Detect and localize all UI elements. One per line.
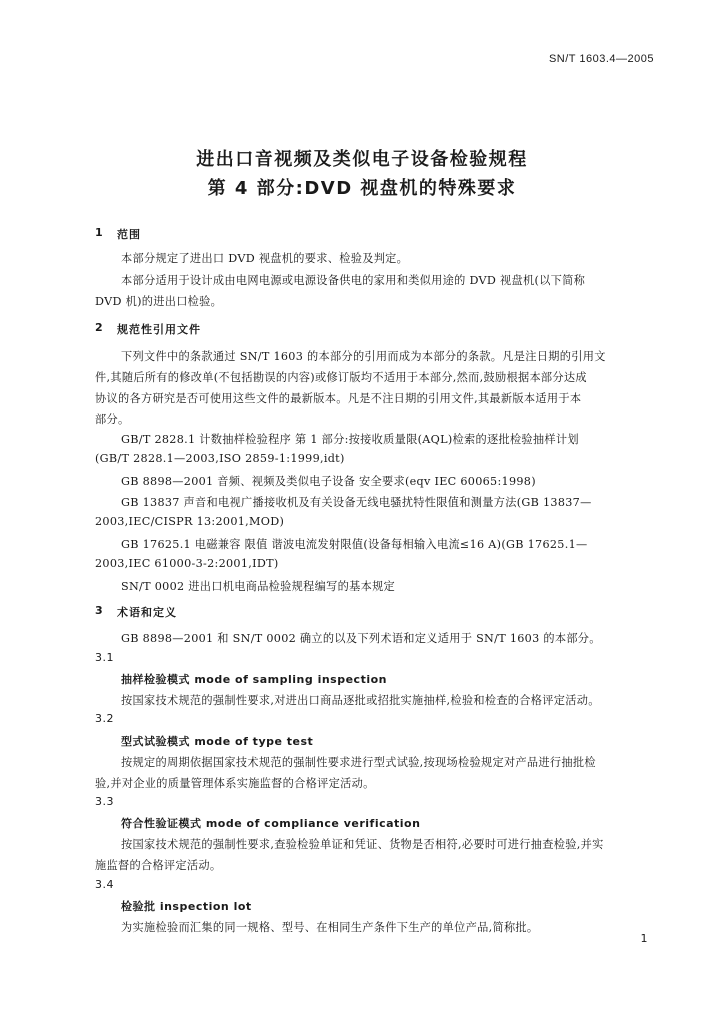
term-title: 抽样检验模式 mode of sampling inspection <box>121 673 387 686</box>
section-2-heading: 规范性引用文件 <box>117 323 201 336</box>
section-2-number: 2 <box>95 321 104 334</box>
reference-item: GB 17625.1 电磁兼容 限值 谐波电流发射限值(设备每相输入电流≤16 A)(GB 17625.1— <box>121 538 588 551</box>
reference-item: SN/T 0002 进出口机电商品检验规程编写的基本规定 <box>121 580 396 593</box>
term-definition: 为实施检验而汇集的同一规格、型号、在相同生产条件下生产的单位产品,简称批。 <box>121 921 539 934</box>
reference-item: GB/T 2828.1 计数抽样检验程序 第 1 部分:按接收质量限(AQL)检索的逐批检验抽样计划 <box>121 433 579 446</box>
page-number: 1 <box>640 932 648 945</box>
reference-item: 2003,IEC/CISPR 13:2001,MOD) <box>95 515 285 528</box>
section-3-number: 3 <box>95 604 104 617</box>
term-definition: 验,并对企业的质量管理体系实施监督的合格评定活动。 <box>95 777 375 790</box>
paragraph: 部分。 <box>95 413 130 426</box>
document-number: SN/T 1603.4—2005 <box>548 53 654 65</box>
reference-item: GB 13837 声音和电视广播接收机及有关设备无线电骚扰特性限值和测量方法(GB 13837— <box>121 496 592 509</box>
term-definition: 按国家技术规范的强制性要求,查验检验单证和凭证、货物是否相符,必要时可进行抽查检验,并实 <box>121 838 604 851</box>
term-title: 检验批 inspection lot <box>121 900 252 913</box>
term-number: 3.1 <box>95 651 114 664</box>
reference-item: (GB/T 2828.1—2003,ISO 2859-1:1999,idt) <box>95 452 345 465</box>
paragraph: 本部分适用于设计成由电网电源或电源设备供电的家用和类似用途的 DVD 视盘机(以下简称 <box>121 274 586 287</box>
term-number: 3.2 <box>95 712 114 725</box>
reference-item: 2003,IEC 61000-3-2:2001,IDT) <box>95 557 279 570</box>
term-definition: 按国家技术规范的强制性要求,对进出口商品逐批或招批实施抽样,检验和检查的合格评定活动。 <box>121 694 600 707</box>
paragraph: 协议的各方研究是否可使用这些文件的最新版本。凡是不注日期的引用文件,其最新版本适用于本 <box>95 392 582 405</box>
term-title: 型式试验模式 mode of type test <box>121 735 314 748</box>
term-title: 符合性验证模式 mode of compliance verification <box>121 817 421 830</box>
paragraph: DVD 机)的进出口检验。 <box>95 295 223 308</box>
term-number: 3.4 <box>95 878 114 891</box>
term-number: 3.3 <box>95 795 114 808</box>
section-1-heading: 范围 <box>117 228 141 241</box>
section-1-number: 1 <box>95 226 104 239</box>
document-title-line2: 第 4 部分:DVD 视盘机的特殊要求 <box>207 178 517 199</box>
reference-item: GB 8898—2001 音频、视频及类似电子设备 安全要求(eqv IEC 60065:1998) <box>121 475 536 488</box>
paragraph: 件,其随后所有的修改单(不包括勘误的内容)或修订版均不适用于本部分,然而,鼓励根据本部分达成 <box>95 371 587 384</box>
paragraph: 下列文件中的条款通过 SN/T 1603 的本部分的引用而成为本部分的条款。凡是注日期的引用文 <box>121 350 606 363</box>
term-definition: 按规定的周期依据国家技术规范的强制性要求进行型式试验,按现场检验规定对产品进行抽批检 <box>121 756 596 769</box>
document-title-line1: 进出口音视频及类似电子设备检验规程 <box>196 149 528 170</box>
paragraph: GB 8898—2001 和 SN/T 0002 确立的以及下列术语和定义适用于 SN/T 1603 的本部分。 <box>121 632 601 645</box>
paragraph: 本部分规定了进出口 DVD 视盘机的要求、检验及判定。 <box>121 252 409 265</box>
section-3-heading: 术语和定义 <box>117 606 177 619</box>
term-definition: 施监督的合格评定活动。 <box>95 859 222 872</box>
